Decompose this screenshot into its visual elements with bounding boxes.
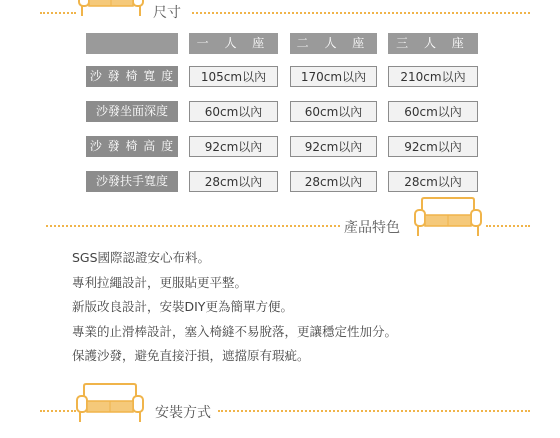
sofa-icon: [74, 382, 146, 426]
table-cell: 60cm以內: [290, 101, 377, 122]
column-header: 三 人 座: [388, 33, 478, 54]
divider: [218, 410, 530, 412]
table-row: [86, 101, 478, 122]
divider: [46, 225, 340, 227]
divider: [486, 225, 530, 227]
divider: [40, 410, 76, 412]
sofa-icon: [76, 0, 146, 20]
table-cell: 105cm以內: [189, 66, 278, 87]
row-label: 沙發坐面深度: [86, 101, 178, 122]
table-cell: 28cm以內: [388, 171, 478, 192]
table-row: [86, 66, 478, 87]
table-corner: [86, 33, 178, 54]
column-header: 一 人 座: [189, 33, 278, 54]
table-cell: 92cm以內: [388, 136, 478, 157]
table-cell: 210cm以內: [388, 66, 478, 87]
features-section-title: 產品特色: [344, 220, 400, 236]
list-item: 新版改良設計，安裝DIY更為簡單方便。: [72, 299, 293, 314]
row-label: 沙 發 椅 寬 度: [86, 66, 178, 87]
feature-list: [72, 246, 397, 369]
row-label: 沙 發 椅 高 度: [86, 136, 178, 157]
table-cell: 60cm以內: [388, 101, 478, 122]
list-item: 保護沙發，避免直接汙損，遮擋原有瑕疵。: [72, 348, 310, 363]
divider: [40, 12, 76, 14]
list-item: 專利拉繩設計，更服貼更平整。: [72, 274, 248, 290]
list-item: 專業的止滑棒設計，塞入椅縫不易脫落，更讓穩定性加分。: [72, 323, 398, 339]
row-label: 沙發扶手寬度: [86, 171, 178, 192]
sofa-icon: [412, 196, 484, 240]
table-cell: 28cm以內: [290, 171, 377, 192]
table-cell: 92cm以內: [290, 136, 377, 157]
list-item: SGS國際認證安心布料。: [72, 250, 211, 265]
size-spec-table: [86, 33, 478, 206]
table-cell: 60cm以內: [189, 101, 278, 122]
column-header: 二 人 座: [290, 33, 377, 54]
table-row: [86, 171, 478, 192]
table-cell: 92cm以內: [189, 136, 278, 157]
install-section-title: 安裝方式: [155, 405, 211, 421]
table-cell: 170cm以內: [290, 66, 377, 87]
table-header-row: [86, 33, 478, 54]
divider: [192, 12, 530, 14]
size-section-title: 尺寸: [153, 5, 181, 21]
table-row: [86, 136, 478, 157]
table-cell: 28cm以內: [189, 171, 278, 192]
